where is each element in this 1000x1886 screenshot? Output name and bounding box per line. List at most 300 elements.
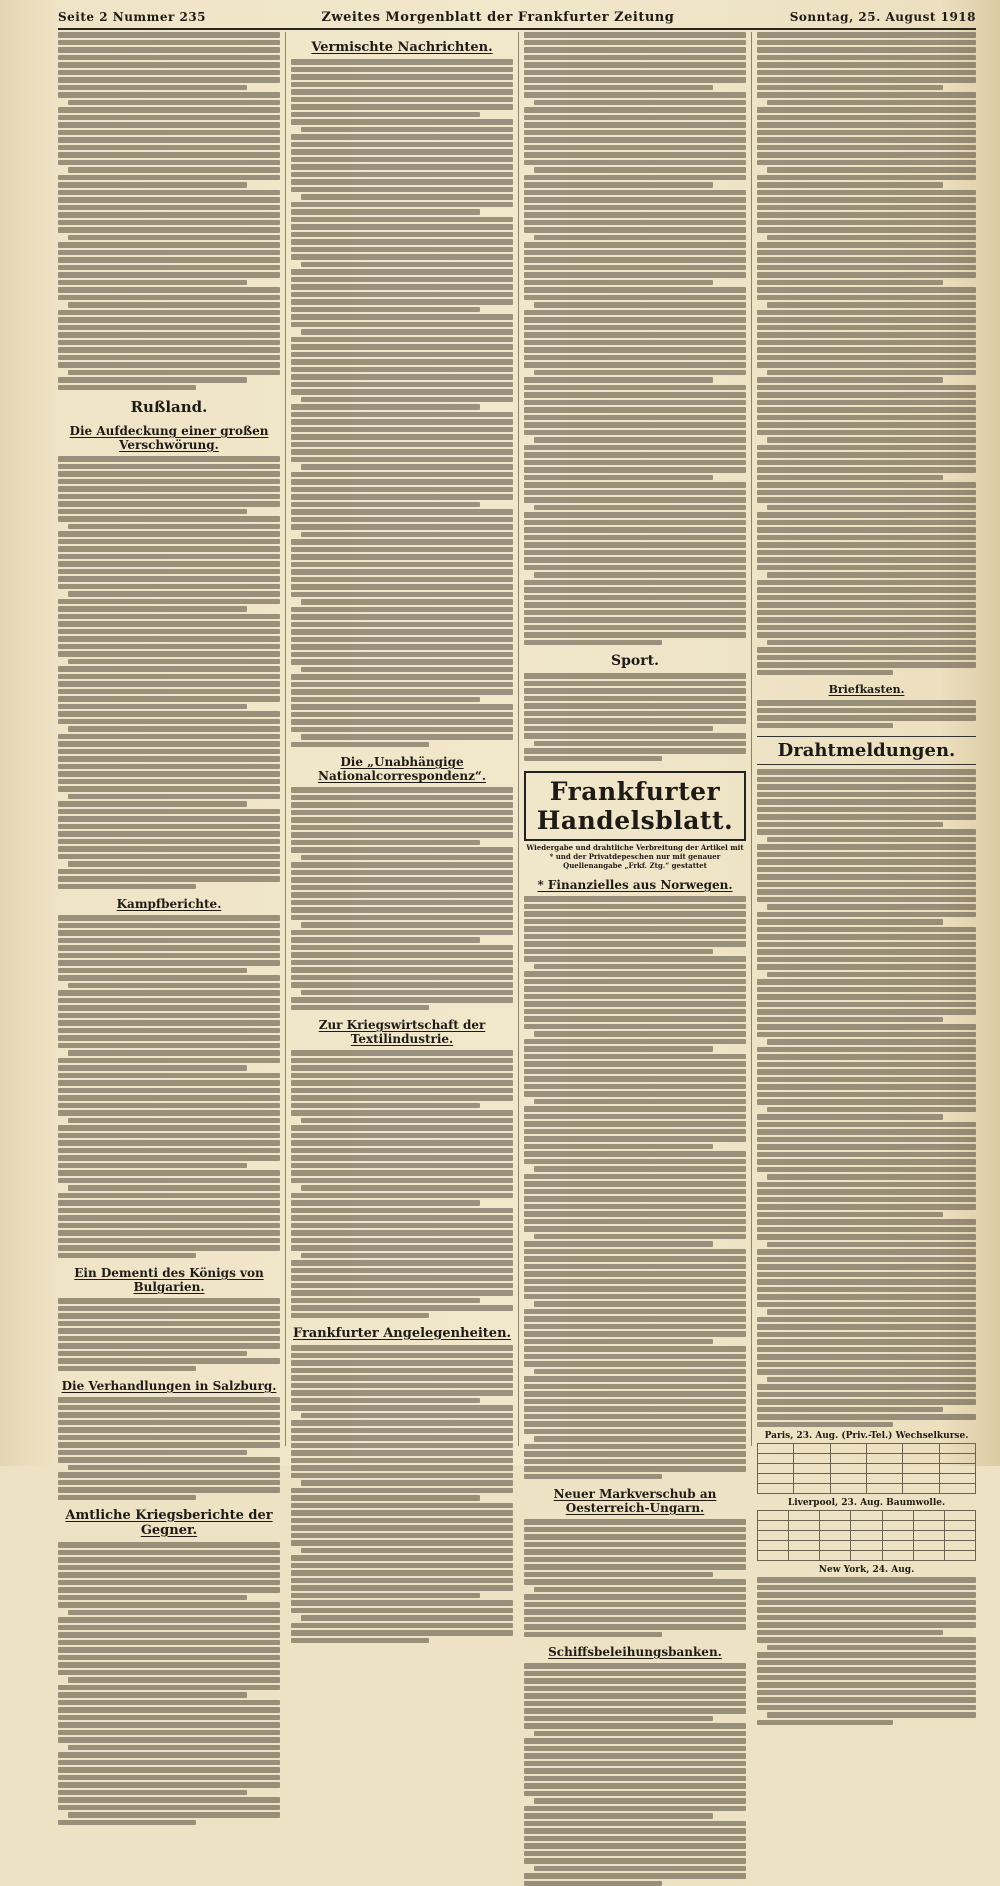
text-line [767, 1377, 976, 1383]
text-line [58, 1420, 280, 1426]
table-cell [882, 1551, 913, 1561]
text-line [291, 637, 513, 643]
text-line [291, 1563, 513, 1569]
text-line [291, 862, 513, 868]
text-line [58, 197, 280, 203]
text-line [524, 756, 662, 762]
text-line [291, 885, 513, 891]
text-line [291, 877, 513, 883]
text-line [757, 212, 976, 218]
text-line [757, 655, 976, 661]
text-line [291, 577, 513, 583]
text-line [757, 957, 976, 963]
text-line [58, 756, 280, 762]
issue-date: Sonntag, 25. August 1918 [790, 10, 976, 24]
text-line [58, 77, 280, 83]
text-line [524, 175, 746, 181]
table-cell [758, 1511, 789, 1521]
text-line [767, 437, 976, 443]
text-line [524, 610, 746, 616]
text-line [58, 1662, 280, 1668]
text-line [291, 382, 513, 388]
text-line [291, 562, 513, 568]
text-line [524, 595, 746, 601]
text-line [58, 494, 280, 500]
text-line [757, 822, 943, 828]
text-line [291, 367, 513, 373]
text-line [291, 1230, 513, 1236]
text-line [757, 1660, 976, 1666]
text-line [58, 1550, 280, 1556]
text-line [757, 994, 976, 1000]
text-line [524, 55, 746, 61]
table-cell [830, 1444, 866, 1454]
text-line [524, 1316, 746, 1322]
text-line [767, 572, 976, 578]
text-line [524, 1391, 746, 1397]
text-line [524, 272, 746, 278]
text-line [58, 621, 280, 627]
text-line [534, 1369, 746, 1375]
text-line [58, 1178, 280, 1184]
page-header [58, 6, 976, 30]
text-line [757, 1697, 976, 1703]
text-line [58, 915, 280, 921]
text-line [58, 355, 280, 361]
text-line [524, 317, 746, 323]
table-row [758, 1484, 976, 1494]
text-line [291, 524, 513, 530]
article-body [757, 700, 976, 728]
column-4 [757, 32, 976, 1446]
text-line [58, 1065, 247, 1071]
text-line [524, 904, 746, 910]
text-line [291, 915, 513, 921]
text-line [524, 325, 746, 331]
table-row [758, 1551, 976, 1561]
text-line [291, 1200, 480, 1206]
text-line [524, 452, 746, 458]
text-line [291, 1518, 513, 1524]
section-heading: Rußland. [58, 398, 280, 416]
text-line [524, 1354, 746, 1360]
text-line [291, 487, 513, 493]
text-line [757, 1607, 976, 1613]
text-line [291, 224, 513, 230]
text-line [291, 1103, 480, 1109]
text-line [291, 314, 513, 320]
text-line [58, 1580, 280, 1586]
text-line [291, 74, 513, 80]
text-line [524, 1069, 746, 1075]
handelsblatt-banner: Frankfurter Handelsblatt. [524, 771, 746, 841]
text-line [757, 792, 976, 798]
text-line [291, 1465, 513, 1471]
article-body [291, 1050, 513, 1318]
text-line [524, 347, 746, 353]
table-cell [939, 1474, 975, 1484]
text-line [524, 1474, 662, 1480]
text-line [524, 1144, 713, 1150]
text-line [291, 967, 513, 973]
table-cell [789, 1511, 820, 1521]
text-line [757, 852, 976, 858]
text-line [767, 235, 976, 241]
text-line [291, 569, 513, 575]
table-cell [789, 1541, 820, 1551]
text-line [58, 839, 280, 845]
text-line [767, 972, 976, 978]
text-line [524, 1806, 746, 1812]
table-cell [866, 1454, 902, 1464]
text-line [58, 160, 280, 166]
text-line [534, 1234, 746, 1240]
text-line [524, 748, 746, 754]
text-line [524, 295, 746, 301]
text-line [291, 82, 513, 88]
text-line [291, 1638, 429, 1644]
text-line [757, 1294, 976, 1300]
text-line [757, 807, 976, 813]
text-line [58, 1238, 280, 1244]
text-line [757, 422, 976, 428]
text-line [68, 370, 280, 376]
text-line [291, 810, 513, 816]
text-line [58, 62, 280, 68]
text-line [58, 317, 280, 323]
text-line [524, 1519, 746, 1525]
text-line [58, 554, 280, 560]
text-line [58, 287, 280, 293]
text-line [524, 926, 746, 932]
text-line [757, 1197, 976, 1203]
text-line [757, 1675, 976, 1681]
text-line [757, 130, 976, 136]
text-line [68, 1677, 280, 1683]
text-line [524, 1309, 746, 1315]
text-line [291, 1375, 513, 1381]
text-line [58, 1442, 280, 1448]
text-line [58, 332, 280, 338]
text-line [757, 47, 976, 53]
text-line [301, 194, 513, 200]
text-line [291, 584, 513, 590]
text-line [291, 795, 513, 801]
table-cell [851, 1541, 882, 1551]
text-line [291, 1065, 513, 1071]
text-line [58, 175, 280, 181]
text-line [524, 1813, 713, 1819]
text-line [757, 317, 976, 323]
text-line [524, 673, 746, 679]
text-line [524, 332, 746, 338]
text-line [524, 617, 746, 623]
text-line [58, 561, 280, 567]
text-line [524, 287, 746, 293]
text-line [524, 227, 746, 233]
text-line [524, 625, 746, 631]
text-line [58, 1343, 280, 1349]
text-line [757, 859, 976, 865]
text-line [291, 539, 513, 545]
text-line [291, 322, 513, 328]
text-line [58, 1110, 280, 1116]
text-line [757, 362, 976, 368]
text-line [58, 938, 280, 944]
text-line [58, 456, 280, 462]
text-line [757, 355, 976, 361]
text-line [757, 1392, 976, 1398]
text-line [58, 674, 280, 680]
text-line [524, 205, 746, 211]
text-line [757, 527, 976, 533]
text-line [58, 531, 280, 537]
text-line [291, 112, 480, 118]
text-line [58, 945, 280, 951]
table-cell [830, 1474, 866, 1484]
table-cell [939, 1444, 975, 1454]
text-line [58, 1670, 280, 1676]
text-line [291, 982, 513, 988]
text-line [58, 1715, 280, 1721]
text-line [524, 580, 746, 586]
text-line [524, 1219, 746, 1225]
article-heading: Schiffsbeleihungsbanken. [524, 1645, 746, 1659]
text-line [291, 479, 513, 485]
text-line [524, 1406, 746, 1412]
text-line [757, 190, 976, 196]
text-line [524, 1761, 746, 1767]
text-line [291, 644, 513, 650]
table-cell [913, 1511, 944, 1521]
text-line [757, 979, 976, 985]
text-line [58, 1028, 280, 1034]
text-line [58, 801, 247, 807]
text-line [58, 257, 280, 263]
text-line [757, 964, 976, 970]
text-line [524, 542, 746, 548]
article-body [58, 1397, 280, 1500]
text-line [757, 175, 976, 181]
text-line [524, 1376, 746, 1382]
text-line [524, 1624, 746, 1630]
text-line [757, 844, 976, 850]
text-line [524, 1226, 746, 1232]
text-line [757, 919, 943, 925]
text-line [291, 870, 513, 876]
text-line [757, 325, 976, 331]
text-line [757, 1249, 976, 1255]
text-line [58, 824, 280, 830]
text-line [291, 157, 513, 163]
text-line [757, 602, 976, 608]
text-line [524, 934, 746, 940]
text-line [58, 546, 280, 552]
text-line [524, 1776, 746, 1782]
text-line [301, 599, 513, 605]
text-line [58, 280, 247, 286]
text-line [757, 1077, 976, 1083]
text-line [757, 1615, 976, 1621]
text-line [58, 786, 280, 792]
text-line [58, 1163, 247, 1169]
text-line [757, 55, 976, 61]
text-line [58, 1617, 280, 1623]
text-line [291, 104, 513, 110]
table-cell [913, 1521, 944, 1531]
text-line [58, 265, 280, 271]
article-body [58, 1298, 280, 1371]
text-line [524, 122, 746, 128]
table-cell [830, 1484, 866, 1494]
text-line [58, 377, 247, 383]
text-line [68, 1050, 280, 1056]
text-line [524, 971, 746, 977]
text-line [68, 1118, 280, 1124]
text-line [524, 1881, 662, 1886]
text-line [757, 1047, 976, 1053]
text-line [301, 990, 513, 996]
text-line [58, 1253, 196, 1259]
text-line [757, 1600, 976, 1606]
text-line [58, 70, 280, 76]
text-line [291, 434, 513, 440]
text-line [291, 1533, 513, 1539]
text-line [291, 337, 513, 343]
text-line [524, 1076, 746, 1082]
article-body [524, 32, 746, 645]
text-line [757, 107, 976, 113]
text-line [58, 1805, 280, 1811]
text-line [291, 712, 513, 718]
text-line [534, 505, 746, 511]
text-line [757, 769, 976, 775]
text-line [291, 1353, 513, 1359]
text-line [58, 340, 280, 346]
text-line [301, 262, 513, 268]
text-line [524, 62, 746, 68]
text-line [757, 535, 976, 541]
text-line [524, 70, 746, 76]
text-line [524, 145, 746, 151]
text-line [291, 299, 513, 305]
text-line [291, 547, 513, 553]
text-line [291, 659, 513, 665]
text-line [291, 269, 513, 275]
text-line [58, 32, 280, 38]
text-line [291, 1510, 513, 1516]
text-line [757, 1227, 976, 1233]
text-line [757, 287, 976, 293]
text-line [291, 825, 513, 831]
text-line [524, 182, 713, 188]
table-row [758, 1454, 976, 1464]
text-line [58, 569, 280, 575]
text-line [524, 385, 746, 391]
text-line [301, 329, 513, 335]
text-line [58, 779, 280, 785]
text-line [757, 520, 976, 526]
text-line [757, 1637, 976, 1643]
text-line [534, 964, 746, 970]
article-body [291, 1345, 513, 1643]
text-line [58, 923, 280, 929]
column-3 [524, 32, 746, 1446]
text-line [524, 1129, 746, 1135]
text-line [524, 1136, 746, 1142]
text-line [291, 1570, 513, 1576]
text-line [757, 1264, 976, 1270]
text-line [757, 475, 943, 481]
text-line [757, 250, 976, 256]
text-line [534, 1166, 746, 1172]
text-line [58, 509, 247, 515]
article-body [524, 1519, 746, 1637]
table-cell [820, 1541, 851, 1551]
text-line [58, 846, 280, 852]
text-line [291, 945, 513, 951]
text-line [291, 1125, 513, 1131]
text-line [58, 122, 280, 128]
text-line [58, 85, 247, 91]
text-line [291, 1525, 513, 1531]
text-line [58, 1351, 247, 1357]
text-line [291, 187, 513, 193]
text-line [58, 1140, 280, 1146]
table-cell [789, 1521, 820, 1531]
text-line [58, 1298, 280, 1304]
text-line [524, 1609, 746, 1615]
text-line [534, 302, 746, 308]
text-line [524, 137, 746, 143]
text-line [524, 160, 746, 166]
text-line [58, 190, 280, 196]
section-heading: Vermischte Nachrichten. [291, 40, 513, 55]
text-line [524, 979, 746, 985]
text-line [757, 949, 976, 955]
text-line [757, 32, 976, 38]
text-line [524, 1249, 746, 1255]
text-line [524, 703, 746, 709]
text-line [524, 1451, 746, 1457]
text-line [291, 1435, 513, 1441]
table-cell [944, 1531, 975, 1541]
table-cell [944, 1511, 975, 1521]
text-line [291, 449, 513, 455]
text-line [534, 1301, 746, 1307]
text-line [534, 572, 746, 578]
text-line [291, 1368, 513, 1374]
text-line [524, 1708, 746, 1714]
text-line [58, 1775, 280, 1781]
text-line [757, 430, 976, 436]
text-line [58, 719, 280, 725]
text-line [757, 1399, 976, 1405]
text-line [524, 587, 746, 593]
article-body [58, 32, 280, 390]
text-line [524, 1851, 746, 1857]
text-line [291, 1215, 513, 1221]
text-line [524, 482, 746, 488]
handelsblatt-subtitle: Wiedergabe und drahtliche Verbreitung der Artikel mit * und der Privatdepeschen nur mit genauer Quellenangabe „Frkf. Ztg.“ gestattet [524, 843, 746, 870]
text-line [58, 689, 280, 695]
article-heading: Die Verhandlungen in Salzburg. [58, 1379, 280, 1393]
table-cell [903, 1454, 939, 1464]
text-line [68, 302, 280, 308]
text-line [757, 1152, 976, 1158]
text-line [524, 257, 746, 263]
text-line [534, 1587, 746, 1593]
